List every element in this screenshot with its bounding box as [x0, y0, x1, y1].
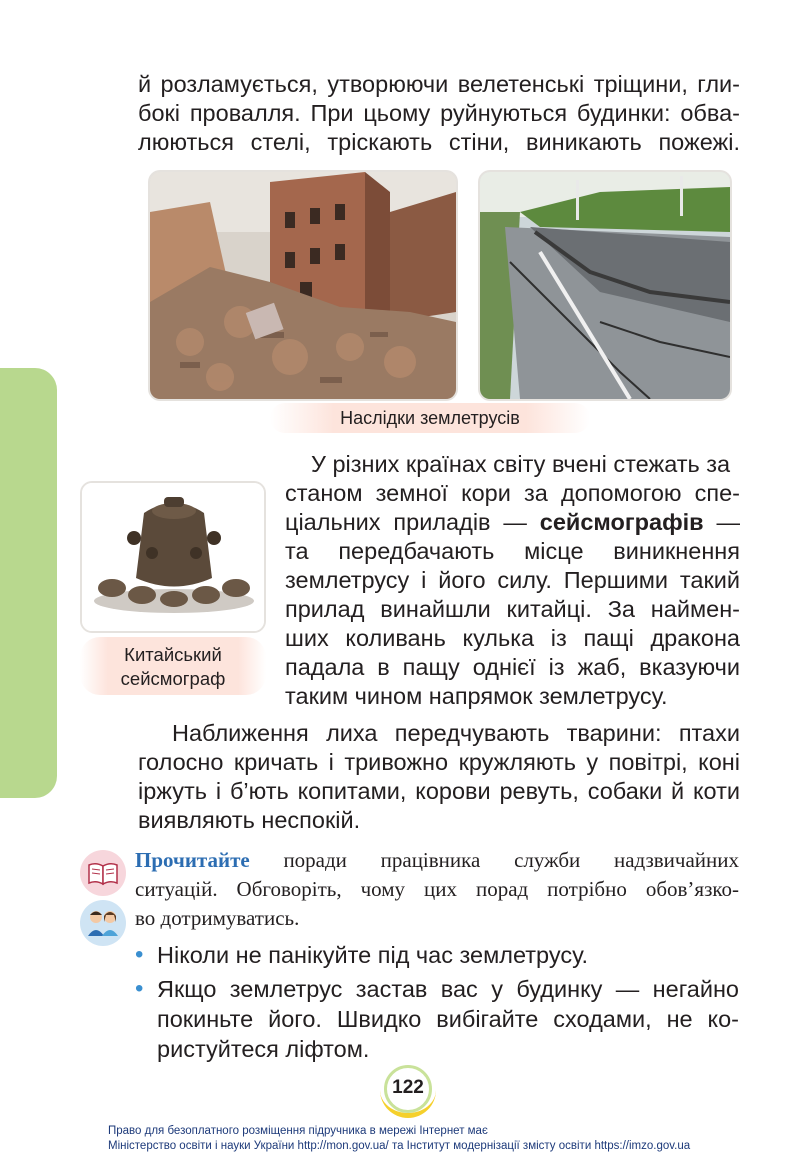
text-fragment: поради працівника служби надзвичайних [249, 848, 739, 872]
chinese-seismograph-photo [80, 481, 266, 633]
text-line: виявляють неспокій. [138, 807, 361, 833]
bullet-icon: • [135, 975, 144, 1002]
text-line: й розламується, утворюючи велетенські тріщини, гли- [138, 71, 740, 97]
text-line: Ніколи не панікуйте під час землетрусу. [157, 942, 588, 968]
text-fragment: — [703, 509, 740, 535]
seismograph-term: сейсмографів [539, 509, 704, 535]
earthquake-photos-caption [270, 403, 590, 433]
collapsed-buildings-photo [150, 172, 456, 399]
text-line: таким чином напрямок землетрусу. [285, 683, 668, 709]
text-line: іржуть і б’ють копитами, корови ревуть, собаки й коти [138, 778, 740, 804]
text-line: во дотримуватись. [135, 906, 300, 930]
text-line: ситуацій. Обговоріть, чому цих порад потрібно обов’язко- [135, 877, 739, 901]
cracked-road-photo [480, 172, 730, 399]
footer-line: Право для безоплатного розміщення підручника в мережі Інтернет має [108, 1125, 488, 1137]
text-line: голосно кричать і тривожно кружляють у повітрі, коні [138, 749, 740, 775]
text-line: люються стелі, тріскають стіни, виникають пожежі. [138, 129, 740, 155]
page-number: 122 [384, 1065, 432, 1113]
text-line: ристуйтеся ліфтом. [157, 1036, 370, 1062]
text-line: землетрусу і його силу. Першими такий [285, 567, 740, 593]
text-line: Наближення лиха передчувають тварини: птахи [172, 720, 740, 746]
seismograph-caption [80, 637, 266, 695]
intro-paragraph [138, 70, 740, 157]
footer-notice [108, 1124, 748, 1154]
text-line: бокі провалля. При цьому руйнуються будинки: обва- [138, 100, 740, 126]
text-line [135, 846, 739, 875]
task-keyword: Прочитайте [135, 848, 250, 872]
caption-line: сейсмограф [120, 668, 226, 689]
task-instructions [135, 846, 739, 933]
text-line: У різних країнах світу вчені стежать за [311, 451, 731, 477]
text-line [285, 508, 740, 537]
text-line: та передбачають місце виникнення [285, 538, 740, 564]
list-item [135, 940, 739, 970]
text-line: прилад винайшли китайці. За наймен- [285, 596, 740, 622]
text-fragment: ціальних приладів — [285, 509, 540, 535]
bullet-icon: • [135, 941, 144, 968]
safety-tips-list [135, 940, 739, 1068]
caption-line: Китайський [124, 644, 222, 665]
text-line: Якщо землетрус застав вас у будинку — негайно [157, 976, 739, 1002]
open-book-icon [80, 850, 126, 896]
two-children-icon [80, 900, 126, 946]
footer-line: Міністерство освіти і науки України http://mon.gov.ua/ та Інститут модернізації змісту освіти https://imzo.gov.ua [108, 1140, 691, 1152]
seismograph-paragraph [285, 450, 740, 711]
text-line: падала в пащу однієї із жаб, вказуючи [285, 654, 740, 680]
caption-text: Наслідки землетрусів [340, 408, 520, 428]
list-item [135, 974, 739, 1064]
text-line: ших коливань кулька із пащі дракона [285, 625, 740, 651]
text-line: станом земної кори за допомогою спе- [285, 480, 740, 506]
side-tab [0, 368, 57, 798]
animals-paragraph [138, 719, 740, 835]
text-line: покиньте його. Швидко вибігайте сходами, не ко- [157, 1006, 739, 1032]
